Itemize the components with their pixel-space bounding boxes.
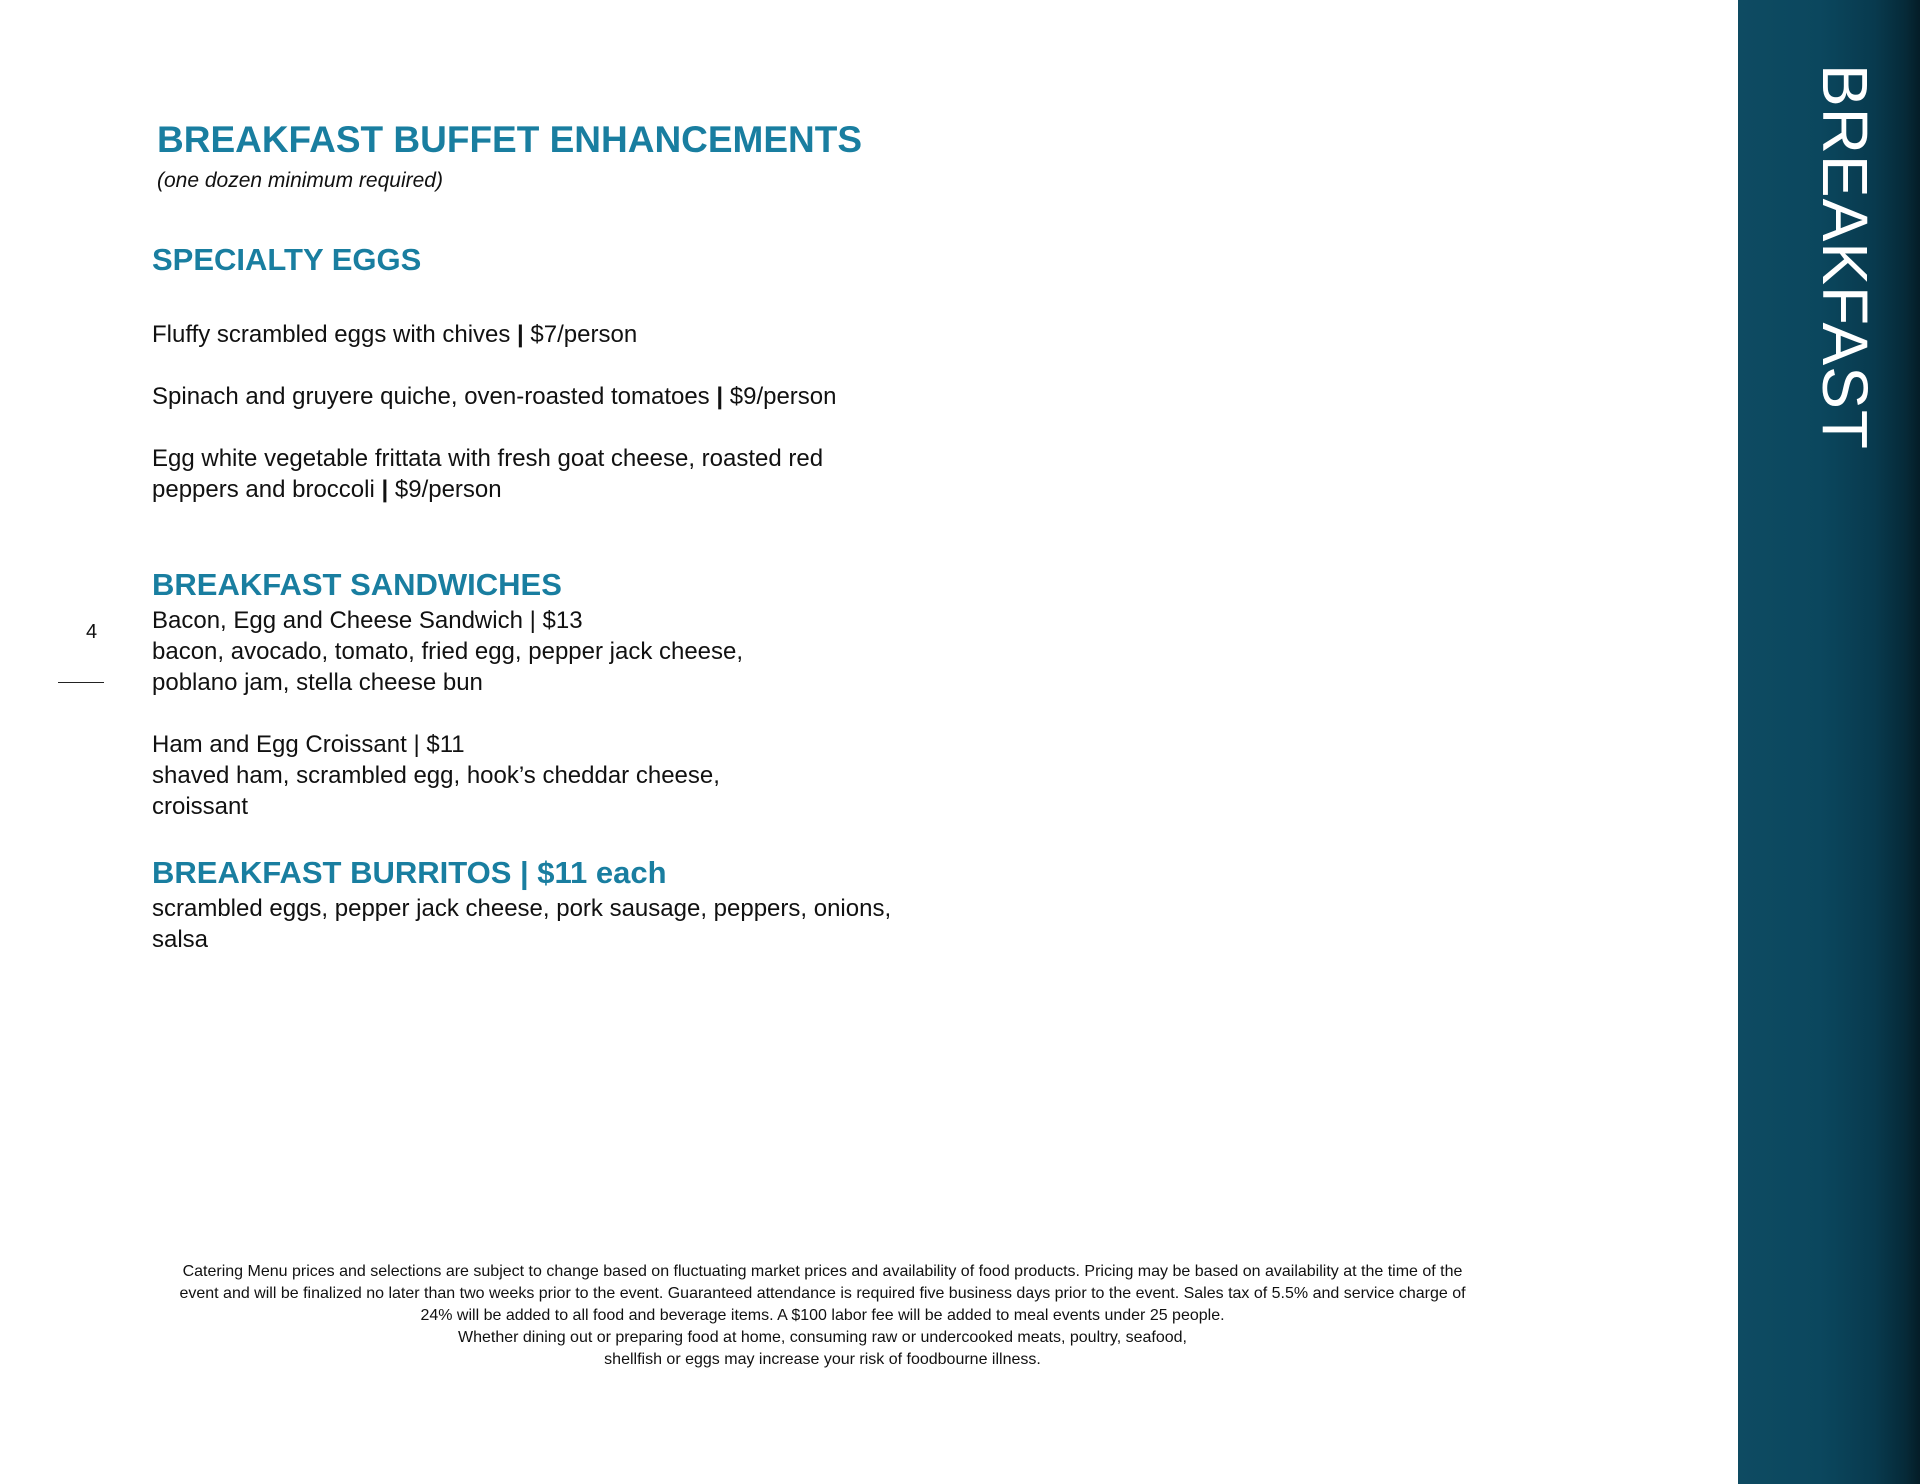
- price-separator: |: [517, 321, 524, 348]
- section-heading-specialty-eggs: SPECIALTY EGGS: [152, 242, 422, 277]
- page-subtitle: (one dozen minimum required): [157, 169, 443, 192]
- item-description-line-2: croissant: [152, 793, 249, 820]
- section-heading-breakfast-sandwiches: BREAKFAST SANDWICHES: [152, 567, 562, 602]
- page-title: BREAKFAST BUFFET ENHANCEMENTS: [157, 119, 863, 160]
- footer-disclaimer: [150, 1261, 1495, 1371]
- item-description-line-1: bacon, avocado, tomato, fried egg, pepper jack cheese,: [152, 638, 744, 665]
- menu-item-frittata: [152, 443, 823, 505]
- item-description-line-1: Egg white vegetable frittata with fresh goat cheese, roasted red: [152, 445, 824, 472]
- footer-line: 24% will be added to all food and beverage items. A $100 labor fee will be added to meal events under 25 people.: [420, 1307, 1225, 1324]
- menu-item-ham-egg-croissant: [152, 729, 720, 822]
- item-description: Fluffy scrambled eggs with chives: [152, 321, 518, 348]
- price-separator: |: [381, 476, 389, 503]
- footer-line: event and will be finalized no later than two weeks prior to the event. Guaranteed attendance is required five business days prior to the event. Sales tax of 5.5% and service charge of: [179, 1285, 1466, 1302]
- item-price: $7/person: [523, 321, 638, 348]
- footer-line: shellfish or eggs may increase your risk of foodbourne illness.: [604, 1351, 1041, 1368]
- price-separator: |: [716, 383, 724, 410]
- item-description-line-1: shaved ham, scrambled egg, hook’s cheddar cheese,: [152, 762, 720, 789]
- sidebar-title: BREAKFAST: [1809, 64, 1881, 450]
- item-name: Bacon, Egg and Cheese Sandwich | $13: [152, 607, 583, 634]
- menu-item-scrambled-eggs: [152, 319, 637, 350]
- item-name: Ham and Egg Croissant | $11: [152, 731, 465, 758]
- footer-line: Whether dining out or preparing food at home, consuming raw or undercooked meats, poultry, seafood,: [457, 1329, 1187, 1346]
- item-description-line-2: poblano jam, stella cheese bun: [152, 669, 483, 696]
- page-number: 4: [86, 621, 98, 643]
- item-description: Spinach and gruyere quiche, oven-roasted tomatoes: [152, 383, 717, 410]
- section-heading-breakfast-burritos: BREAKFAST BURRITOS | $11 each: [152, 855, 667, 890]
- item-price: $9/person: [388, 476, 502, 503]
- footer-line: Catering Menu prices and selections are subject to change based on fluctuating market prices and availability of food products. Pricing may be based on availability at the time of the: [182, 1263, 1463, 1280]
- item-description-line-2: peppers and broccoli: [152, 476, 382, 503]
- menu-item-burrito: [152, 893, 891, 955]
- item-description-line-1: scrambled eggs, pepper jack cheese, pork sausage, peppers, onions,: [152, 895, 892, 922]
- page-number-rule: [58, 682, 104, 683]
- item-description-line-2: salsa: [152, 926, 209, 953]
- menu-item-quiche: [152, 381, 837, 412]
- menu-item-bacon-egg-cheese: [152, 605, 743, 698]
- item-price: $9/person: [723, 383, 837, 410]
